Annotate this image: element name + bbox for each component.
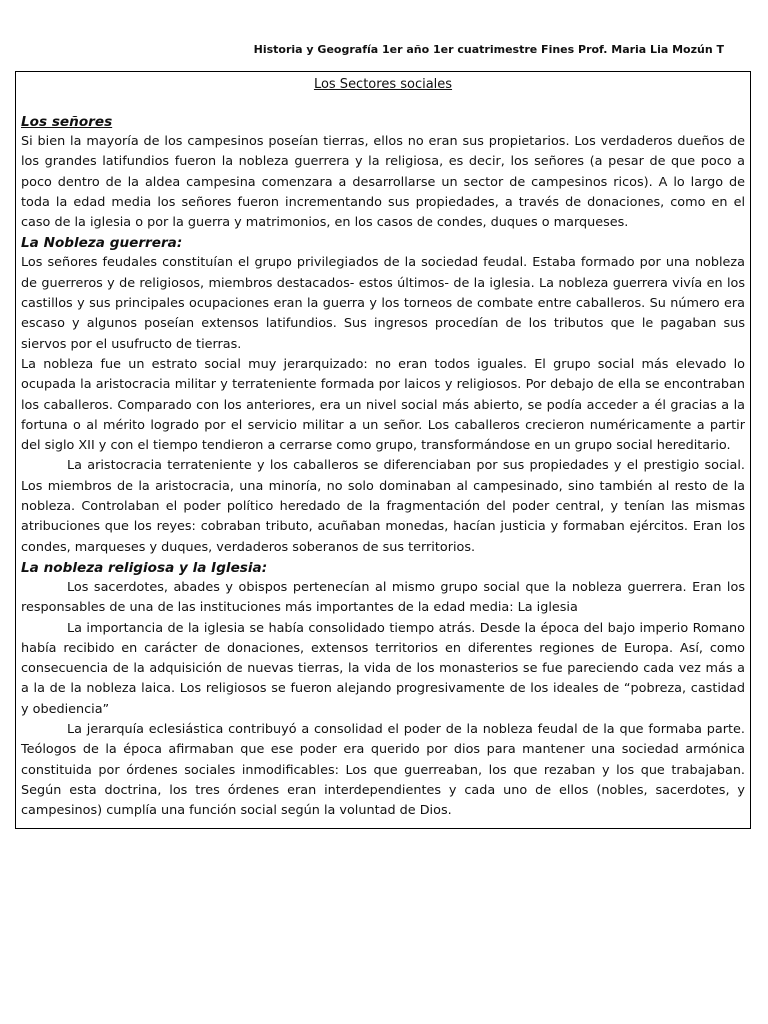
page-header: Historia y Geografía 1er año 1er cuatrimestre Fines Prof. Maria Lia Mozún T [253, 43, 724, 56]
document-title: Los Sectores sociales [313, 77, 453, 92]
paragraph: La aristocracia terrateniente y los caballeros se diferenciaban por sus propiedades y el prestigio social. Los miembros de la aristocracia, una minoría, no solo dominaban al campesinado, sino también al resto de la nobleza. Controlaban el poder político heredado de la fragmentación del poder central, y tenían las mismas atribuciones que los reyes: cobraban tributo, acuñaban monedas, hacían justicia y formaban ejércitos. Eran los condes, marqueses y duques, verdaderos soberanos de sus territorios. [21, 458, 745, 555]
section-heading-nobleza-guerrera: La Nobleza guerrera: [21, 235, 183, 252]
paragraph: Los señores feudales constituían el grupo privilegiados de la sociedad feudal. Estaba formado por una nobleza de guerreros y de religiosos, miembros destacados- estos últimos- de la iglesia. La nobleza guerrera vivía en los castillos y sus principales ocupaciones eran la guerra y los torneos de combate entre caballeros. Su número era escaso y algunos poseían extensos latifundios. Sus ingresos procedían de los tributos que le pagaban sus siervos por el usufructo de tierras. [21, 255, 745, 352]
paragraph: Si bien la mayoría de los campesinos poseían tierras, ellos no eran sus propietarios. Los verdaderos dueños de los grandes latifundios fueron la nobleza guerrera y la religiosa, es decir, los señores (a pesar de que poco a poco dentro de la aldea campesina comenzara a desarrollarse un sector de campesinos ricos). A lo largo de toda la edad media los señores fueron incrementando sus propiedades, a través de donaciones, como en el caso de la iglesia o por la guerra y matrimonios, en los casos de condes, duques o marqueses. [21, 134, 745, 231]
document-box [15, 71, 751, 829]
paragraph: La nobleza fue un estrato social muy jerarquizado: no eran todos iguales. El grupo social más elevado lo ocupada la aristocracia militar y terrateniente formada por laicos y religiosos. Por debajo de ella se encontraban los caballeros. Comparado con los anteriores, era un nivel social más abierto, se podía acceder a él gracias a la fortuna o al mérito logrado por el servicio militar a un señor. Los caballeros crecieron numéricamente a partir del siglo XII y con el tiempo tendieron a cerrarse como grupo, transformándose en un grupo social hereditario. [21, 356, 745, 454]
paragraph: Los sacerdotes, abades y obispos pertenecían al mismo grupo social que la nobleza guerrera. Eran los responsables de una de las instituciones más importantes de la edad media: La iglesia [21, 579, 745, 616]
section-heading-nobleza-religiosa: La nobleza religiosa y la Iglesia: [21, 559, 268, 576]
section-heading-los-senores: Los señores [21, 114, 113, 130]
paragraph: La jerarquía eclesiástica contribuyó a consolidad el poder de la nobleza feudal de la que formaba parte. Teólogos de la época afirmaban que ese poder era querido por dios para mantener una sociedad armónica constituida por órdenes sociales inmodificables: Los que guerreaban, los que rezaban y los que trabajaban. Según esta doctrina, los tres órdenes eran interdependientes y cada uno de ellos (nobles, sacerdotes, y campesinos) cumplía una función social según la voluntad de Dios. [21, 722, 745, 819]
paragraph: La importancia de la iglesia se había consolidado tiempo atrás. Desde la época del bajo imperio Romano había recibido en carácter de donaciones, extensos territorios en diferentes regiones de Europa. Así, como consecuencia de la adquisición de nuevas tierras, la vida de los monasterios se fue pareciendo cada vez más a a la de la nobleza laica. Los religiosos se fueron alejando progresivamente de los ideales de “pobreza, castidad y obediencia” [21, 620, 745, 717]
